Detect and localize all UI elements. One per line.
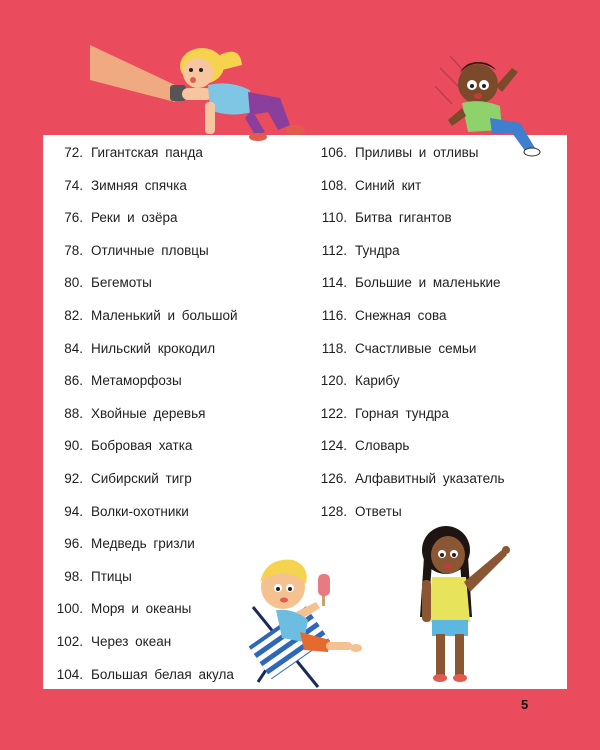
toc-page-number: 88. <box>64 405 83 421</box>
toc-page-number: 80. <box>64 275 83 291</box>
toc-page-number: 72. <box>64 145 83 160</box>
toc-page-number: 102. <box>56 634 83 649</box>
toc-entry <box>43 502 189 522</box>
toc-title: Нильский крокодил <box>91 340 216 356</box>
toc-entry <box>301 339 476 359</box>
toc-entry <box>301 273 501 293</box>
toc-title: Горная тундра <box>355 405 449 421</box>
toc-page-number: 94. <box>64 503 83 519</box>
toc-entry <box>301 306 447 326</box>
pointing-girl-illustration <box>410 522 515 687</box>
toc-page-number: 110. <box>321 210 347 226</box>
toc-title: Хвойные деревья <box>91 405 206 421</box>
toc-title: Медведь гризли <box>91 536 195 552</box>
page-number: 5 <box>521 697 529 712</box>
toc-entry <box>43 208 177 228</box>
toc-title: Гигантская панда <box>91 145 203 160</box>
toc-entry <box>43 404 205 424</box>
toc-page-number: 100. <box>56 601 83 617</box>
toc-page-number: 74. <box>64 177 83 193</box>
toc-entry <box>43 534 195 554</box>
toc-title: Ответы <box>355 503 402 519</box>
toc-entry <box>43 143 203 163</box>
toc-page-number: 98. <box>64 568 83 584</box>
toc-page-number: 116. <box>321 308 347 323</box>
toc-entry <box>43 273 152 293</box>
toc-page-number: 84. <box>64 340 83 356</box>
toc-title: Бегемоты <box>91 275 152 291</box>
toc-entry <box>301 469 505 489</box>
toc-page-number: 124. <box>320 438 347 454</box>
toc-entry <box>43 665 234 685</box>
toc-entry <box>301 436 409 456</box>
toc-entry <box>43 567 132 587</box>
toc-entry <box>301 404 449 424</box>
toc-title: Приливы и отливы <box>355 145 479 160</box>
toc-page-number: 104. <box>56 666 83 682</box>
boy-in-deckchair-with-icecream-illustration <box>238 552 363 690</box>
toc-page-number: 126. <box>320 471 347 486</box>
toc-page-number: 92. <box>64 471 83 486</box>
toc-title: Синий кит <box>355 177 422 193</box>
toc-title: Битва гигантов <box>355 210 452 226</box>
toc-page-number: 112. <box>321 242 347 258</box>
toc-entry <box>301 176 421 196</box>
toc-title: Сибирский тигр <box>91 471 192 486</box>
toc-title: Счастливые семьи <box>355 340 477 356</box>
toc-title: Волки-охотники <box>91 503 189 519</box>
toc-entry <box>301 371 400 391</box>
toc-entry <box>43 339 215 359</box>
toc-title: Моря и океаны <box>91 601 192 617</box>
toc-page-number: 108. <box>320 177 347 193</box>
toc-title: Бобровая хатка <box>91 438 193 454</box>
toc-title: Через океан <box>91 634 172 649</box>
toc-title: Алфавитный указатель <box>355 471 505 486</box>
toc-title: Маленький и большой <box>91 308 238 323</box>
toc-page-number: 76. <box>64 210 83 226</box>
toc-page-number: 82. <box>64 308 83 323</box>
toc-entry <box>301 208 452 228</box>
toc-entry <box>301 502 402 522</box>
toc-page-number: 106. <box>320 145 347 160</box>
toc-entry <box>301 241 400 261</box>
toc-title: Тундра <box>355 242 400 258</box>
toc-page-number: 128. <box>320 503 347 519</box>
toc-page-number: 118. <box>321 340 347 356</box>
toc-page-number: 78. <box>64 242 83 258</box>
toc-entry <box>43 241 209 261</box>
toc-title: Реки и озёра <box>91 210 178 226</box>
toc-title: Большие и маленькие <box>355 275 501 291</box>
toc-entry <box>43 469 192 489</box>
toc-page-number: 86. <box>64 373 83 389</box>
toc-entry <box>43 306 238 326</box>
toc-page-number: 96. <box>64 536 83 552</box>
toc-entry <box>43 176 187 196</box>
toc-page-number: 122. <box>320 405 347 421</box>
toc-title: Словарь <box>355 438 410 454</box>
toc-entry <box>43 436 192 456</box>
toc-page-number: 90. <box>64 438 83 454</box>
toc-title: Зимняя спячка <box>91 177 187 193</box>
toc-title: Метаморфозы <box>91 373 182 389</box>
toc-entry <box>43 632 171 652</box>
toc-page-number: 114. <box>321 275 347 291</box>
toc-title: Снежная сова <box>355 308 447 323</box>
toc-title: Карибу <box>355 373 400 389</box>
toc-title: Большая белая акула <box>91 666 234 682</box>
toc-title: Птицы <box>91 568 132 584</box>
toc-page-number: 120. <box>320 373 347 389</box>
toc-entry <box>43 599 191 619</box>
girl-with-flashlight-illustration <box>90 40 320 145</box>
toc-entry <box>43 371 182 391</box>
toc-title: Отличные пловцы <box>91 242 209 258</box>
falling-boy-illustration <box>430 48 540 158</box>
